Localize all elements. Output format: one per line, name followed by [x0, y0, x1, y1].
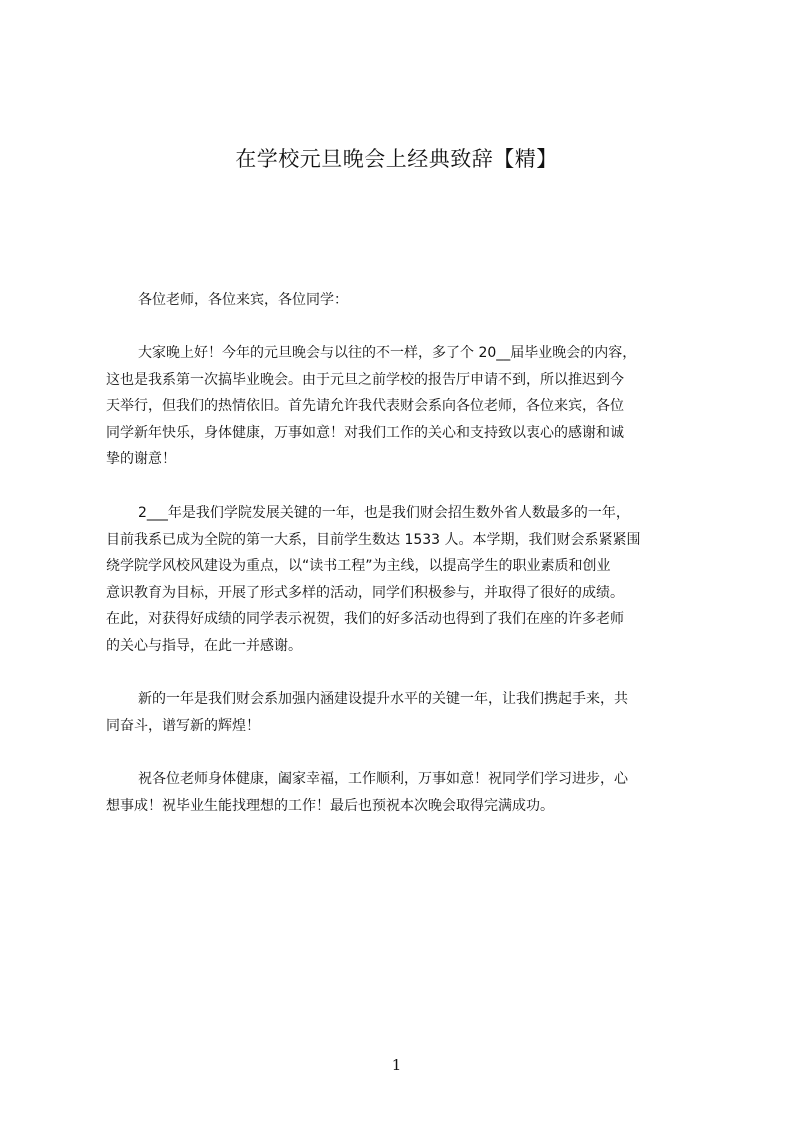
- paragraph-line: 意识教育为目标，开展了形式多样的活动，同学们积极参与，并取得了很好的成绩。: [106, 584, 624, 601]
- paragraph-line: 各位老师，各位来宾，各位同学：: [138, 292, 348, 308]
- paragraph-line: 大家晚上好！今年的元旦晚会与以往的不一样，多了个 20__届毕业晚会的内容，: [138, 345, 637, 361]
- paragraph-wishes: [106, 766, 700, 819]
- paragraph-line: 2___年是我们学院发展关键的一年，也是我们财会招生数外省人数最多的一年，: [138, 505, 630, 521]
- paragraph-line: 绕学院学风校风建设为重点，以“读书工程”为主线，以提高学生的职业素质和创业: [106, 558, 611, 575]
- paragraph-line: 的关心与指导，在此一并感谢。: [106, 637, 302, 654]
- paragraph-line: 想事成！祝毕业生能找理想的工作！最后也预祝本次晚会取得完满成功。: [106, 797, 554, 814]
- paragraph-line: 天举行，但我们的热情依旧。首先请允许我代表财会系向各位老师，各位来宾，各位: [106, 398, 624, 415]
- paragraph-line: 同奋斗，谱写新的辉煌！: [106, 717, 260, 734]
- paragraph-line: 目前我系已成为全院的第一大系，目前学生数达 1533 人。本学期，我们财会系紧紧围: [106, 531, 641, 548]
- paragraph-line: 这也是我系第一次搞毕业晚会。由于元旦之前学校的报告厅申请不到，所以推迟到今: [106, 371, 624, 388]
- paragraph-greeting: [106, 287, 700, 314]
- paragraph-new-year: [106, 686, 700, 739]
- page-number: 1: [391, 1056, 402, 1074]
- paragraph-line: 新的一年是我们财会系加强内涵建设提升水平的关键一年，让我们携起手来，共: [138, 691, 628, 707]
- paragraph-line: 祝各位老师身体健康，阖家幸福，工作顺利，万事如意！祝同学们学习进步，心: [138, 771, 628, 787]
- paragraph-line: 挚的谢意！: [106, 451, 176, 468]
- paragraph-line: 同学新年快乐，身体健康，万事如意！对我们工作的关心和支持致以衷心的感谢和诚: [106, 424, 624, 441]
- paragraph-opening: [106, 340, 700, 473]
- document-title: 在学校元旦晚会上经典致辞【精】: [235, 147, 558, 171]
- paragraph-line: 在此，对获得好成绩的同学表示祝贺，我们的好多活动也得到了我们在座的许多老师: [106, 611, 624, 628]
- document-body: [106, 287, 700, 847]
- paragraph-achievements: [106, 500, 700, 660]
